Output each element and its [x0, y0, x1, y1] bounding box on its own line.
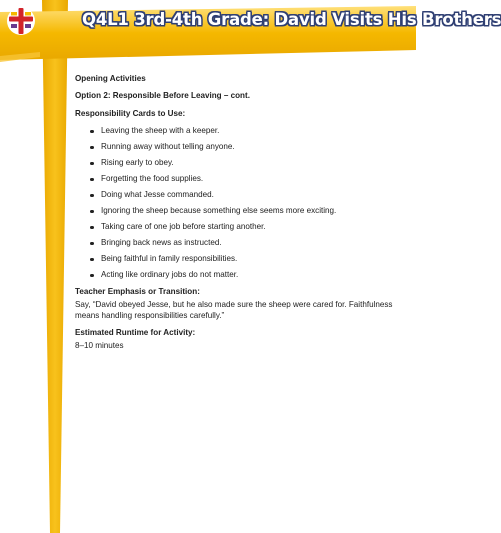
page-title: Q4L1 3rd-4th Grade: David Visits His Brothers — [82, 10, 501, 29]
list-item: Taking care of one job before starting another. — [75, 222, 400, 233]
list-item: Being faithful in family responsibilities. — [75, 254, 400, 265]
list-item: Rising early to obey. — [75, 158, 400, 169]
list-item: Ignoring the sheep because something else seems more exciting. — [75, 206, 400, 217]
cards-heading: Responsibility Cards to Use: — [75, 108, 186, 118]
list-item: Doing what Jesse commanded. — [75, 190, 400, 201]
emphasis-heading: Teacher Emphasis or Transition: — [75, 287, 200, 297]
section-title: Opening Activities — [75, 74, 146, 83]
document-body — [75, 74, 400, 358]
runtime-heading: Estimated Runtime for Activity: — [75, 328, 196, 338]
option-title: Option 2: Responsible Before Leaving – cont. — [75, 91, 250, 101]
list-item: Bringing back news as instructed. — [75, 238, 400, 249]
emphasis-text: Say, “David obeyed Jesse, but he also made sure the sheep were cared for. Faithfulness means handling responsibilities carefully.” — [75, 300, 393, 321]
responsibility-card-list — [75, 126, 400, 281]
list-item: Leaving the sheep with a keeper. — [75, 126, 400, 137]
list-item: Running away without telling anyone. — [75, 142, 400, 153]
cross-vertical-bar — [42, 0, 68, 533]
runtime-text: 8–10 minutes — [75, 340, 124, 350]
list-item: Acting like ordinary jobs do not matter. — [75, 270, 400, 281]
cross-logo-icon — [6, 6, 36, 36]
list-item: Forgetting the food supplies. — [75, 174, 400, 185]
